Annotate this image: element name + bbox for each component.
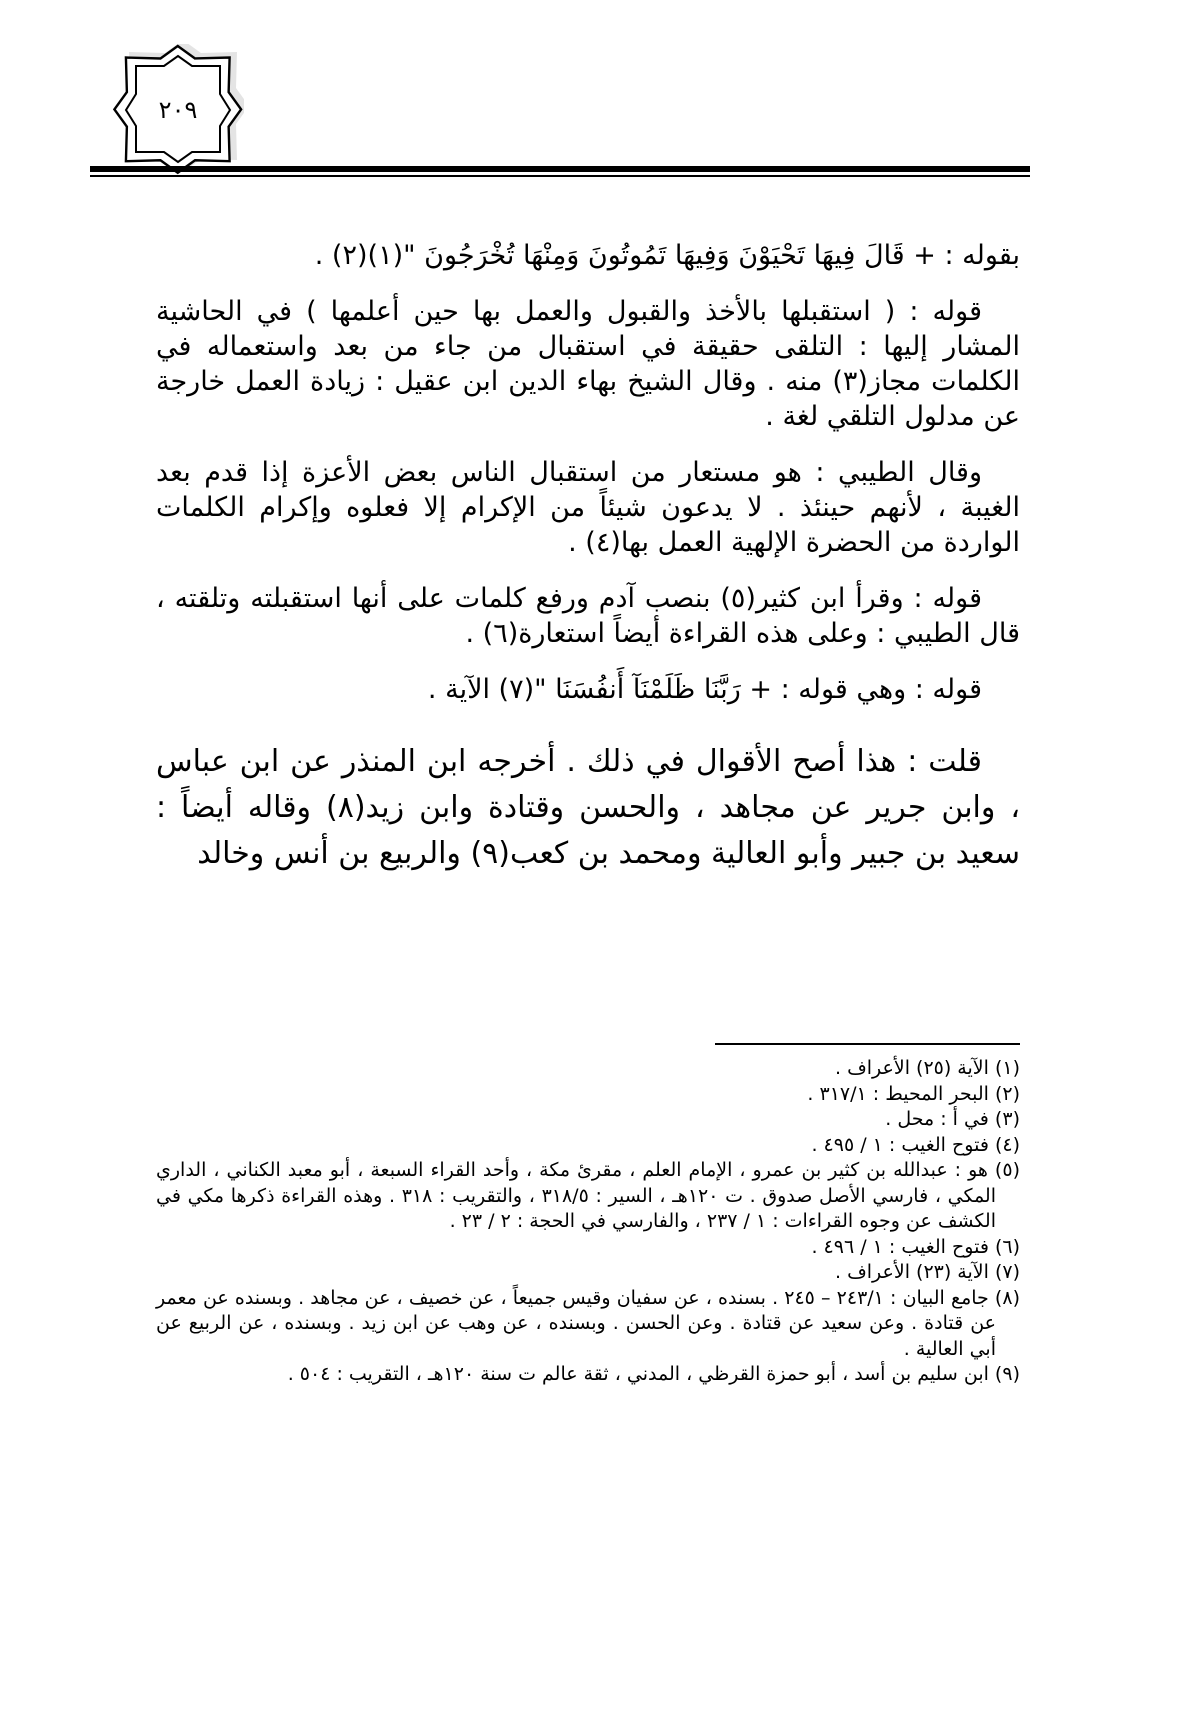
footnote: (٦) فتوح الغيب : ١ / ٤٩٦ . bbox=[811, 1235, 1020, 1258]
footnote: (٥) هو : عبدالله بن كثير بن عمرو ، الإمام العلم ، مقرئ مكة ، وأحد القراء السبعة ، أبو معبد الكناني ، الداري المكي ، فارسي الأصل صدوق . ت ١٢٠هـ ، السير : ٣١٨/٥ ، والتقريب : ٣١٨ . وهذه القراءة ذكرها مكي في الكشف عن وجوه القراءات : ١ / ٢٣٧ ، والفارسي في الحجة : ٢ / ٢٣ . bbox=[156, 1159, 1020, 1232]
footnote-separator bbox=[715, 1043, 1020, 1045]
header-rule-thin bbox=[90, 175, 1030, 177]
paragraph: قوله : وقرأ ابن كثير(٥) بنصب آدم ورفع كلمات على أنها استقبلته وتلقته ، قال الطيبي : وعلى هذه القراءة أيضاً استعارة(٦) . bbox=[156, 583, 1020, 649]
paragraph: بقوله : + قَالَ فِيهَا تَحْيَوْنَ وَفِيهَا تَمُوتُونَ وَمِنْهَا تُخْرَجُونَ "(١)(٢) . bbox=[314, 240, 1020, 271]
main-text bbox=[156, 238, 1020, 898]
footnote: (٢) البحر المحيط : ٣١٧/١ . bbox=[807, 1082, 1020, 1105]
paragraph: وقال الطيبي : هو مستعار من استقبال الناس بعض الأعزة إذا قدم بعد الغيبة ، لأنهم حينئذ . لا يدعون شيئاً من الإكرام إلا فعلوه وإكرام الكلمات الواردة من الحضرة الإلهية العمل بها(٤) . bbox=[156, 457, 1020, 558]
footnote: (٨) جامع البيان : ٢٤٣/١ – ٢٤٥ . بسنده ، عن سفيان وقيس جميعاً ، عن خصيف ، عن مجاهد . وبسنده عن معمر عن قتادة . وعن سعيد عن قتادة . وعن الحسن . وبسنده ، عن وهب عن ابن زيد . وبسنده ، عن الربيع عن أبي العالية . bbox=[156, 1286, 1020, 1360]
footnote: (١) الآية (٢٥) الأعراف . bbox=[834, 1057, 1020, 1079]
page-number-badge bbox=[112, 44, 244, 176]
footnote: (٧) الآية (٢٣) الأعراف . bbox=[834, 1261, 1020, 1283]
footnotes bbox=[156, 1056, 1020, 1388]
footnote: (٩) ابن سليم بن أسد ، أبو حمزة القرظي ، المدني ، ثقة عالم ت سنة ١٢٠هـ ، التقريب : ٥٠٤ . bbox=[287, 1363, 1020, 1385]
footnote: (٤) فتوح الغيب : ١ / ٤٩٥ . bbox=[811, 1133, 1020, 1156]
header-rule-thick bbox=[90, 166, 1030, 172]
paragraph: قلت : هذا أصح الأقوال في ذلك . أخرجه ابن المنذر عن ابن عباس ، وابن جرير عن مجاهد ، والحسن وقتادة وابن زيد(٨) وقاله أيضاً : سعيد بن جبير وأبو العالية ومحمد بن كعب(٩) والربيع بن أنس وخالد bbox=[156, 744, 1020, 871]
paragraph: قوله : ( استقبلها بالأخذ والقبول والعمل بها حين أعلمها ) في الحاشية المشار إليها : التلقى حقيقة في استقبال من جاء من بعد واستعماله في الكلمات مجاز(٣) منه . وقال الشيخ بهاء الدين ابن عقيل : زيادة العمل خارجة عن مدلول التلقي لغة . bbox=[156, 296, 1020, 432]
footnote: (٣) في أ : محل . bbox=[885, 1108, 1020, 1130]
page-number: ٢٠٩ bbox=[158, 96, 198, 124]
paragraph: قوله : وهي قوله : + رَبَّنَا ظَلَمْنَآ أَنفُسَنَا "(٧) الآية . bbox=[427, 674, 982, 705]
